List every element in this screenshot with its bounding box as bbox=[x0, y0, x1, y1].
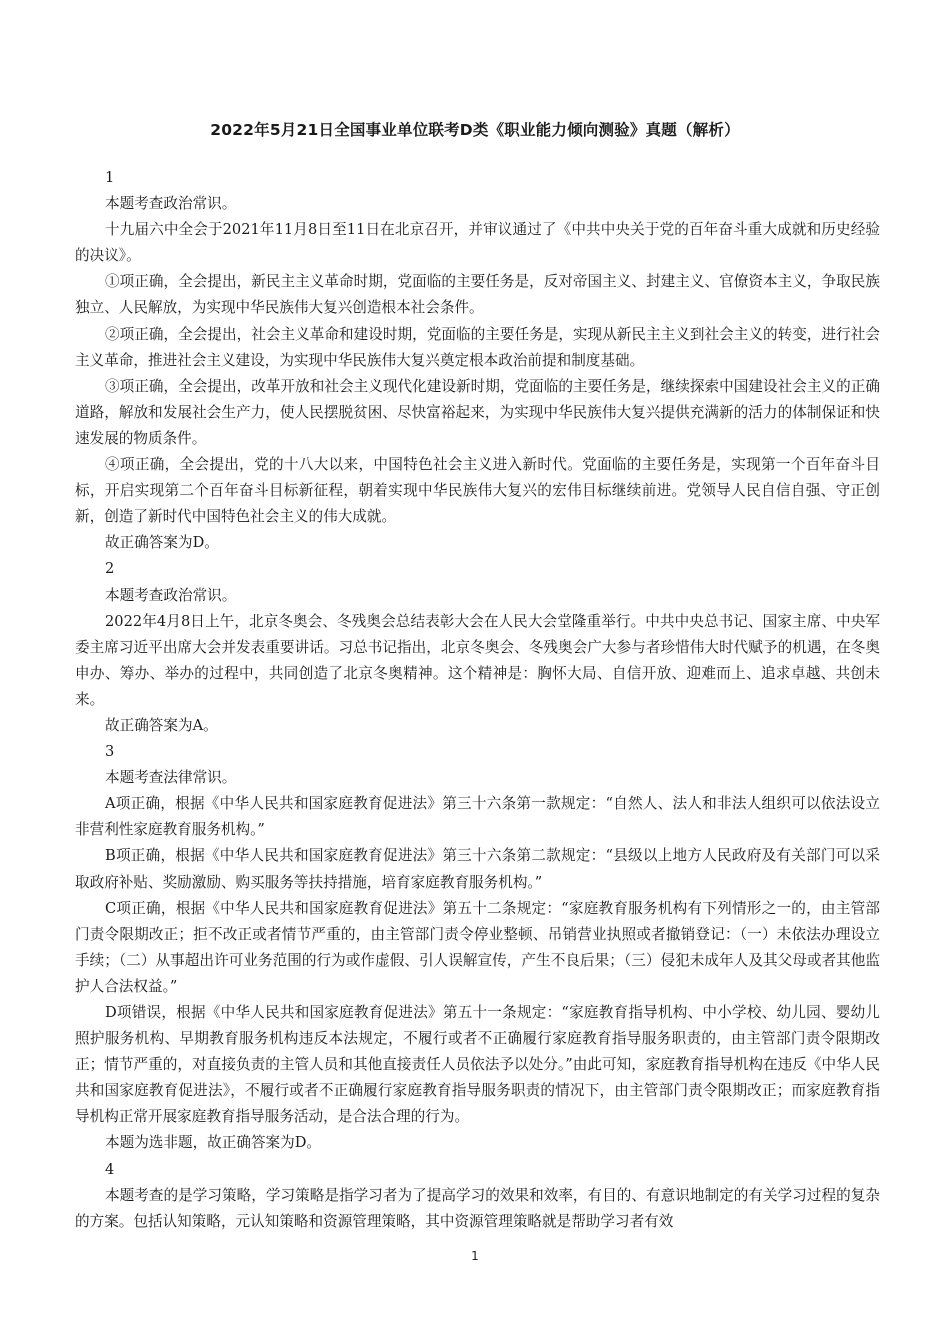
paragraph: B项正确，根据《中华人民共和国家庭教育促进法》第三十六条第二款规定：“县级以上地方人民政府及有关部门可以采取政府补贴、奖励激励、购买服务等扶持措施，培育家庭教育服务机构。” bbox=[75, 847, 880, 891]
paragraph: C项正确，根据《中华人民共和国家庭教育促进法》第五十二条规定：“家庭教育服务机构有下列情形之一的，由主管部门责令限期改正；拒不改正或者情节严重的，由主管部门责令停业整顿、吊销营业执照或者撤销登记：（一）未依法办理设立手续；（二）从事超出许可业务范围的行为或作虚假、引人误解宣传，产生不良后果；（三）侵犯未成年人及其父母或者其他监护人合法权益。” bbox=[75, 899, 880, 995]
paragraph: ②项正确，全会提出，社会主义革命和建设时期，党面临的主要任务是，实现从新民主主义到社会主义的转变，进行社会主义革命，推进社会主义建设，为实现中华民族伟大复兴奠定根本政治前提和制度基础。 bbox=[75, 325, 880, 369]
page-number: 1 bbox=[471, 1249, 479, 1263]
paragraph: 2022年4月8日上午，北京冬奥会、冬残奥会总结表彰大会在人民大会堂隆重举行。中共中央总书记、国家主席、中央军委主席习近平出席大会并发表重要讲话。习总书记指出，北京冬奥会、冬残奥会广大参与者珍惜伟大时代赋予的机遇，在冬奥申办、筹办、举办的过程中，共同创造了北京冬奥精神。这个精神是：胸怀大局、自信开放、迎难而上、追求卓越、共创未来。 bbox=[75, 612, 880, 708]
paragraph: 本题考查的是学习策略，学习策略是指学习者为了提高学习的效果和效率，有目的、有意识地制定的有关学习过程的复杂的方案。包括认知策略，元认知策略和资源管理策略，其中资源管理策略就是帮助学习者有效 bbox=[75, 1186, 880, 1230]
paragraph: ④项正确，全会提出，党的十八大以来，中国特色社会主义进入新时代。党面临的主要任务是，实现第一个百年奋斗目标，开启实现第二个百年奋斗目标新征程，朝着实现中华民族伟大复兴的宏伟目标继续前进。党领导人民自信自强、守正创新，创造了新时代中国特色社会主义的伟大成就。 bbox=[75, 456, 880, 526]
answer-line: 故正确答案为A。 bbox=[105, 716, 218, 734]
question-number: 1 bbox=[105, 169, 115, 186]
question-number: 4 bbox=[105, 1160, 115, 1178]
paragraph: 本题考查政治常识。 bbox=[105, 195, 237, 213]
document-body bbox=[75, 165, 880, 1235]
paragraph: 本题考查政治常识。 bbox=[105, 586, 237, 604]
paragraph: D项错误，根据《中华人民共和国家庭教育促进法》第五十一条规定：“家庭教育指导机构、中小学校、幼儿园、婴幼儿照护服务机构、早期教育服务机构违反本法规定，不履行或者不正确履行家庭教育指导服务职责的，由主管部门责令限期改正；情节严重的，对直接负责的主管人员和其他直接责任人员依法予以处分。”由此可知，家庭教育指导机构在违反《中华人民共和国家庭教育促进法》，不履行或者不正确履行家庭教育指导服务职责的情况下，由主管部门责令限期改正；而家庭教育指导机构正常开展家庭教育指导服务活动，是合法合理的行为。 bbox=[75, 1004, 880, 1126]
answer-line: 故正确答案为D。 bbox=[105, 534, 219, 552]
paragraph: 本题考查法律常识。 bbox=[105, 769, 237, 787]
paragraph: ①项正确，全会提出，新民主主义革命时期，党面临的主要任务是，反对帝国主义、封建主义、官僚资本主义，争取民族独立、人民解放，为实现中华民族伟大复兴创造根本社会条件。 bbox=[75, 273, 880, 317]
document-title: 2022年5月21日全国事业单位联考D类《职业能力倾向测验》真题（解析） bbox=[210, 121, 740, 139]
question-number: 3 bbox=[105, 743, 115, 761]
paragraph: 十九届六中全会于2021年11月8日至11日在北京召开，并审议通过了《中共中央关于党的百年奋斗重大成就和历史经验的决议》。 bbox=[75, 221, 880, 265]
paragraph: ③项正确，全会提出，改革开放和社会主义现代化建设新时期，党面临的主要任务是，继续探索中国建设社会主义的正确道路，解放和发展社会生产力，使人民摆脱贫困、尽快富裕起来，为实现中华民族伟大复兴提供充满新的活力的体制保证和快速发展的物质条件。 bbox=[75, 377, 880, 447]
question-number: 2 bbox=[105, 560, 115, 578]
answer-line: 本题为选非题，故正确答案为D。 bbox=[105, 1134, 322, 1152]
paragraph: A项正确，根据《中华人民共和国家庭教育促进法》第三十六条第一款规定：“自然人、法人和非法人组织可以依法设立非营利性家庭教育服务机构。” bbox=[75, 795, 880, 839]
